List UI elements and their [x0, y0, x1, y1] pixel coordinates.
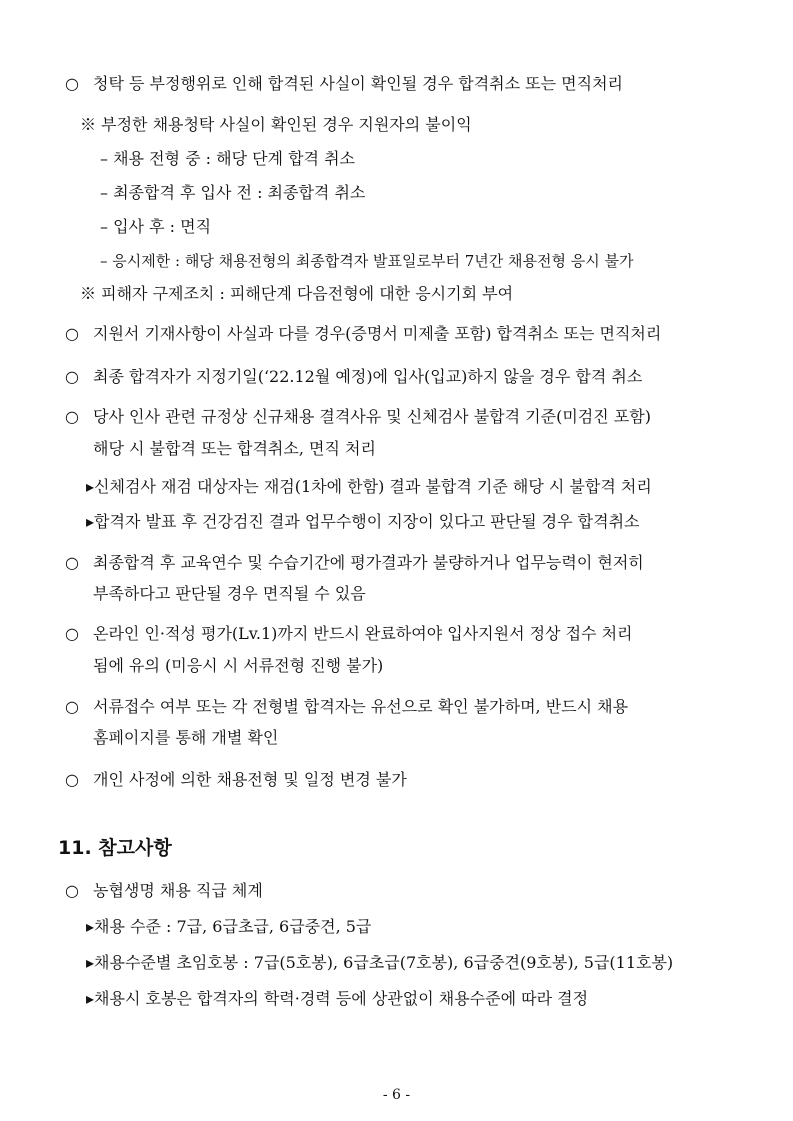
list-item: – 최종합격 후 입사 전 : 최종합격 취소 — [100, 183, 366, 202]
list-item: ※ 부정한 채용청탁 사실이 확인된 경우 지원자의 불이익 — [80, 115, 472, 134]
list-item: ○ 지원서 기재사항이 사실과 다를 경우(증명서 미제출 포함) 합격취소 또는 면직처리 — [65, 324, 662, 343]
list-item: ▸신체검사 재검 대상자는 재검(1차에 한함) 결과 불합격 기준 해당 시 불합격 처리 — [86, 477, 652, 496]
list-item: ○ 서류접수 여부 또는 각 전형별 합격자는 유선으로 확인 불가하며, 반드시 채용 — [65, 697, 629, 716]
list-item: ○ 온라인 인·적성 평가(Lv.1)까지 반드시 완료하여야 입사지원서 정상 접수 처리 — [65, 624, 633, 643]
list-item: – 응시제한 : 해당 채용전형의 최종합격자 발표일로부터 7년간 채용전형 응시 불가 — [100, 252, 634, 270]
list-item: ▸채용수준별 초임호봉 : 7급(5호봉), 6급초급(7호봉), 6급중견(9호봉), 5급(11호봉) — [86, 953, 674, 972]
list-item: ○ 당사 인사 관련 규정상 신규채용 결격사유 및 신체검사 불합격 기준(미검진 포함) — [65, 407, 651, 426]
list-item-continuation: 됨에 유의 (미응시 시 서류전형 진행 불가) — [93, 656, 384, 675]
list-item: ※ 피해자 구제조치 : 피해단계 다음전형에 대한 응시기회 부여 — [80, 284, 514, 303]
list-item-continuation: 해당 시 불합격 또는 합격취소, 면직 처리 — [93, 439, 376, 458]
list-item-continuation: 홈페이지를 통해 개별 확인 — [93, 728, 279, 747]
list-item: ○ 최종 합격자가 지정기일(‘22.12월 예정)에 입사(입교)하지 않을 경우 합격 취소 — [65, 367, 643, 386]
section-title: 11. 참고사항 — [58, 837, 172, 859]
list-item: ○ 최종합격 후 교육연수 및 수습기간에 평가결과가 불량하거나 업무능력이 현저히 — [65, 553, 644, 572]
list-item: ▸채용 수준 : 7급, 6급초급, 6급중견, 5급 — [86, 917, 372, 936]
list-item: ○ 개인 사정에 의한 채용전형 및 일정 변경 불가 — [65, 770, 407, 789]
list-item: ▸합격자 발표 후 건강검진 결과 업무수행이 지장이 있다고 판단될 경우 합격취소 — [86, 512, 640, 531]
list-item: – 입사 후 : 면직 — [100, 217, 212, 236]
list-item: ○ 청탁 등 부정행위로 인해 합격된 사실이 확인될 경우 합격취소 또는 면직처리 — [65, 74, 623, 93]
page-number: - 6 - — [382, 1087, 411, 1103]
list-item: – 채용 전형 중 : 해당 단계 합격 취소 — [100, 149, 356, 168]
list-item-continuation: 부족하다고 판단될 경우 면직될 수 있음 — [93, 584, 366, 603]
list-item: ○ 농협생명 채용 직급 체계 — [65, 881, 263, 900]
list-item: ▸채용시 호봉은 합격자의 학력·경력 등에 상관없이 채용수준에 따라 결정 — [86, 989, 589, 1008]
